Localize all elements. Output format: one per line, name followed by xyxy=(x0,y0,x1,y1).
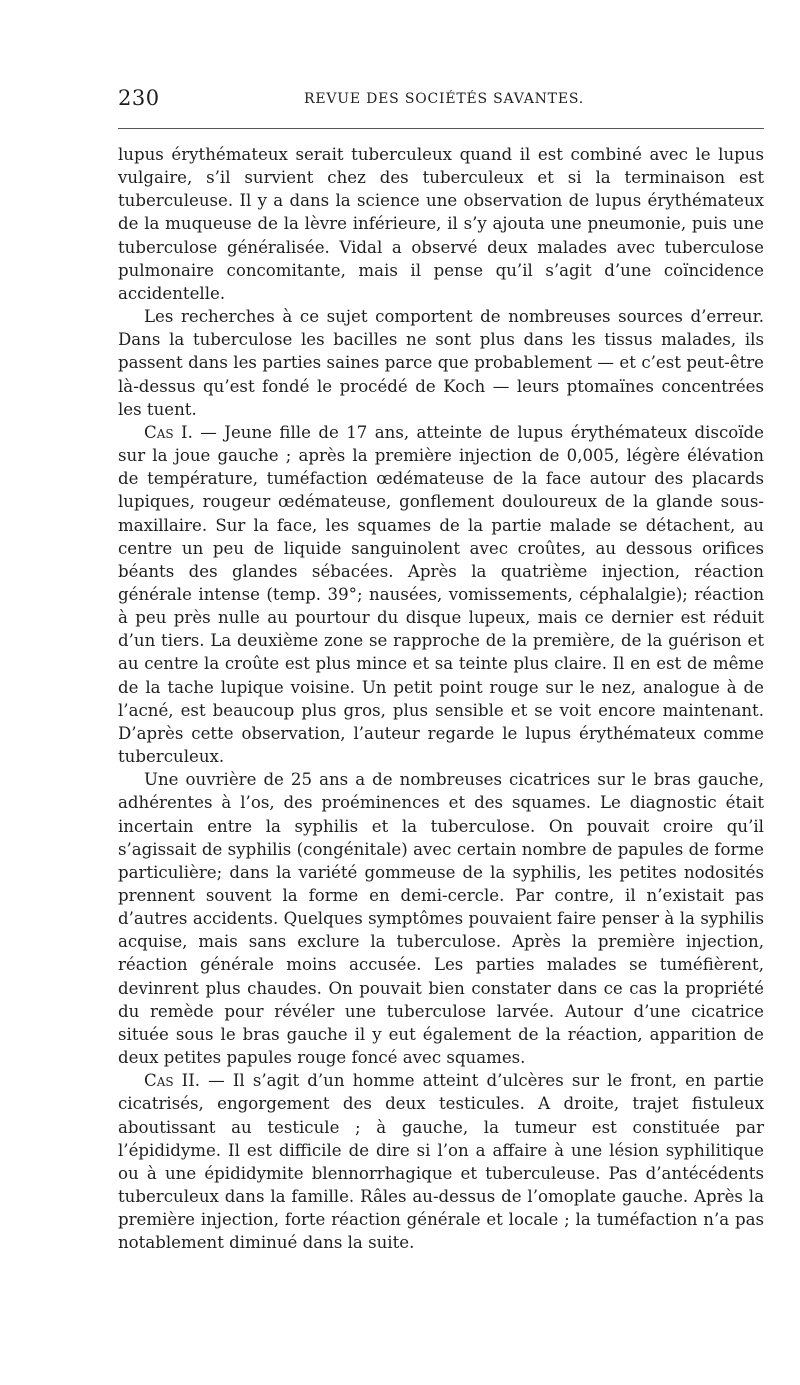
case-2-label: Cas II. xyxy=(144,1071,201,1091)
header-rule xyxy=(118,128,764,129)
case-1-label: Cas I. xyxy=(144,422,193,442)
journal-title: REVUE DES SOCIÉTÉS SAVANTES. xyxy=(304,91,584,107)
paragraph-4: Une ouvrière de 25 ans a de nombreuses cicatrices sur le bras gauche, adhérentes à l’os, des proéminences et des squames. Le diagnostic était incertain entre la syphilis et la tuberculose. On pouvait croire qu’il s’agissait de syphilis (congénitale) avec certain nombre de papules de forme particulière; dans la variété gommeuse de la syphilis, les petites nodosités prennent souvent la forme en demi-cercle. Par contre, il n’existait pas d’autres accidents. Quelques symptômes pouvaient faire penser à la syphilis acquise, mais sans exclure la tuberculose. Après la première injection, réaction générale moins accusée. Les parties malades se tuméfièrent, devinrent plus chaudes. On pouvait bien constater dans ce cas la propriété du remède pour révéler une tuberculose larvée. Autour d’une cicatrice située sous le bras gauche il y eut également de la réaction, apparition de deux petites papules rouge foncé avec squames. xyxy=(118,770,764,1068)
case-1-text: — Jeune fille de 17 ans, atteinte de lupus érythémateux discoïde sur la joue gauche ; après la première injection de 0,005, légère élévation de température, tuméfaction œdémateuse de la face autour des placards lupiques, rougeur œdémateuse, gonflement douloureux de la glande sous-maxillaire. Sur la face, les squames de la partie malade se détachent, au centre un peu de liquide sanguinolent avec croûtes, au dessous orifices béants des glandes sébacées. Après la quatrième injection, réaction générale intense (temp. 39°; nausées, vomissements, céphalalgie); réaction à peu près nulle au pourtour du disque lupeux, mais ce dernier est réduit d’un tiers. La deuxième zone se rapproche de la première, de la guérison et au centre la croûte est plus mince et sa teinte plus claire. Il en est de même de la tache lupique voisine. Un petit point rouge sur le nez, analogue à de l’acné, est beaucoup plus gros, plus sensible et se voit encore maintenant. D’après cette observation, l’auteur regarde le lupus érythémateux comme tuberculeux. xyxy=(118,422,764,767)
paragraph-1: lupus érythémateux serait tuberculeux quand il est combiné avec le lupus vulgaire, s’il survient chez des tuberculeux et si la terminaison est tuberculeuse. Il y a dans la science une observation de lupus érythémateux de la muqueuse de la lèvre inférieure, il s’y ajouta une pneumonie, puis une tuberculose généralisée. Vidal a observé deux malades avec tuberculose pulmonaire concomitante, mais il pense qu’il s’agit d’une coïncidence accidentelle. xyxy=(118,145,764,303)
page-number: 230 xyxy=(118,86,160,110)
paragraph-case-1 xyxy=(118,421,764,768)
paragraph-case-2 xyxy=(118,1069,764,1254)
paragraph-2: Les recherches à ce sujet comportent de nombreuses sources d’erreur. Dans la tuberculose les bacilles ne sont plus dans les tissus malades, ils passent dans les parties saines parce que probablement — et c’est peut-être là-dessus qu’est fondé le procédé de Koch — leurs ptomaïnes concentrées les tuent. xyxy=(118,307,764,419)
running-head xyxy=(118,86,762,114)
case-2-text: — Il s’agit d’un homme atteint d’ulcères sur le front, en partie cicatrisés, engorgement des deux testicules. A droite, trajet fistuleux aboutissant au testicule ; à gauche, la tumeur est constituée par l’épididyme. Il est difficile de dire si l’on a affaire à une lésion syphilitique ou à une épididymite blennorrhagique et tuberculeuse. Pas d’antécédents tuberculeux dans la famille. Râles au-dessus de l’omoplate gauche. Après la première injection, forte réaction générale et locale ; la tuméfaction n’a pas notablement diminué dans la suite. xyxy=(118,1071,764,1253)
body-text xyxy=(118,143,764,1255)
